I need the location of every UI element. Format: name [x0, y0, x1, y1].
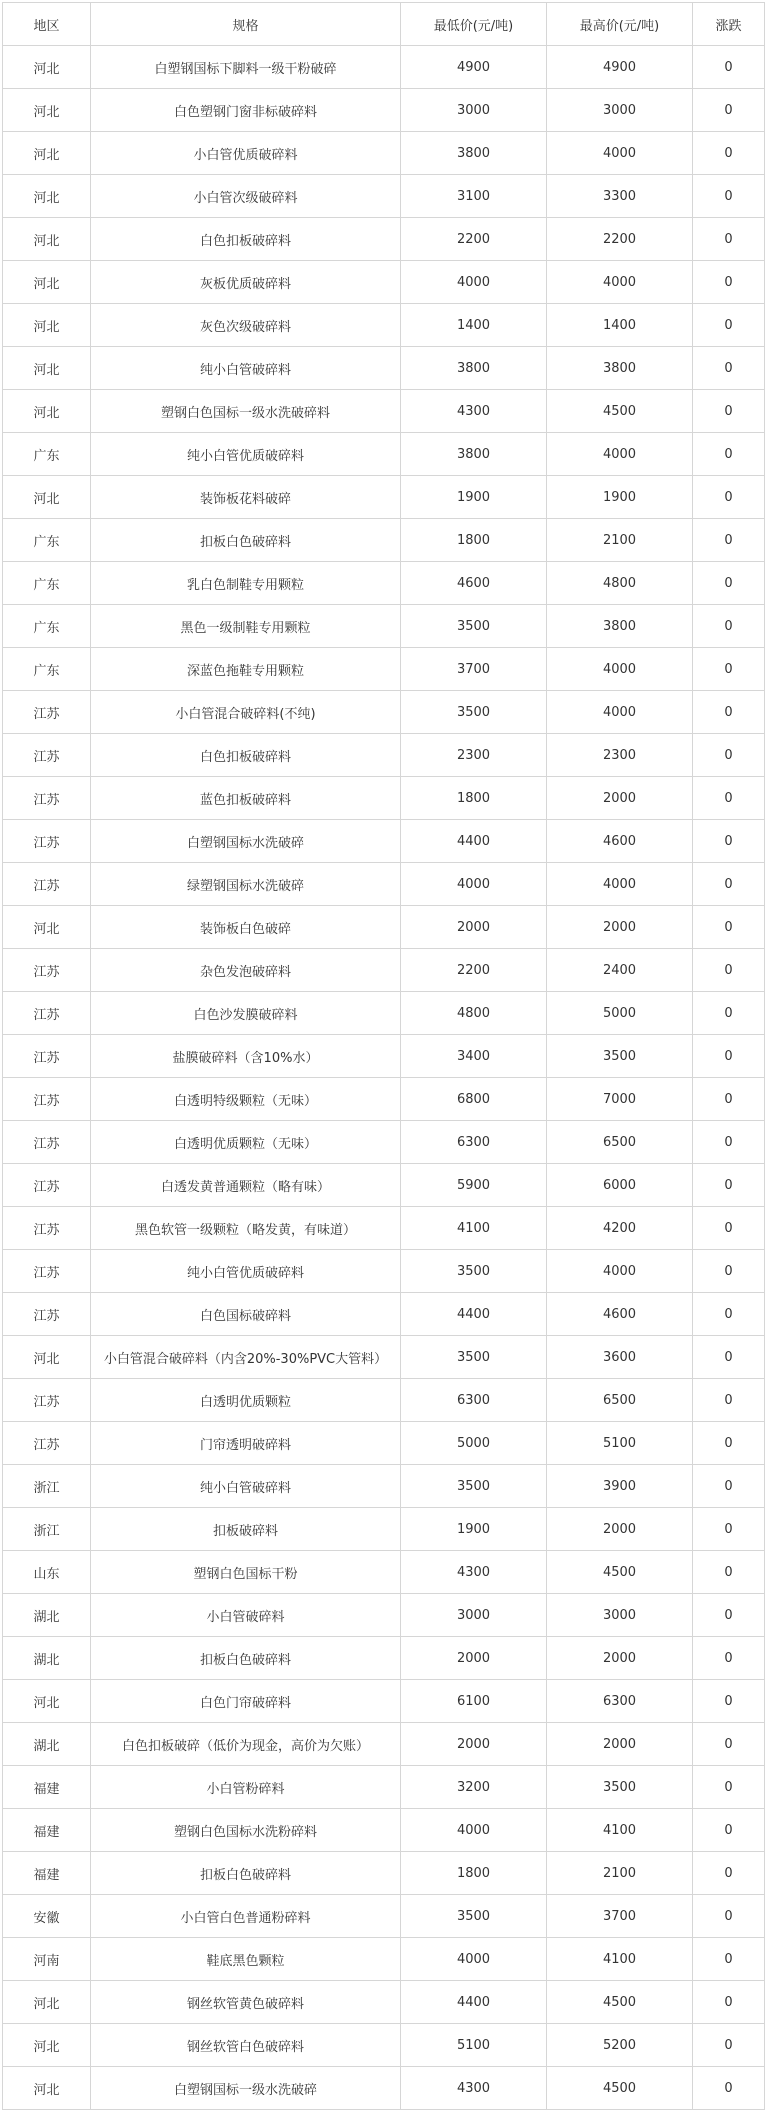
- cell-region: 河北: [3, 1981, 91, 2024]
- cell-spec: 白透明特级颗粒（无味）: [91, 1078, 401, 1121]
- cell-region: 福建: [3, 1852, 91, 1895]
- table-row: [3, 691, 765, 734]
- table-row: [3, 347, 765, 390]
- cell-min-price: 3500: [401, 1895, 547, 1938]
- cell-change: 0: [693, 433, 765, 476]
- cell-max-price: 4000: [547, 1250, 693, 1293]
- cell-min-price: 3500: [401, 691, 547, 734]
- cell-region: 江苏: [3, 1207, 91, 1250]
- cell-min-price: 3000: [401, 89, 547, 132]
- cell-spec: 杂色发泡破碎料: [91, 949, 401, 992]
- cell-change: 0: [693, 1594, 765, 1637]
- cell-max-price: 3700: [547, 1895, 693, 1938]
- cell-change: 0: [693, 1078, 765, 1121]
- cell-change: 0: [693, 863, 765, 906]
- cell-max-price: 2100: [547, 1852, 693, 1895]
- header-min-price: 最低价(元/吨): [401, 3, 547, 46]
- cell-min-price: 1800: [401, 1852, 547, 1895]
- cell-min-price: 1400: [401, 304, 547, 347]
- table-row: [3, 1981, 765, 2024]
- cell-spec: 盐膜破碎料（含10%水）: [91, 1035, 401, 1078]
- cell-min-price: 4900: [401, 46, 547, 89]
- cell-min-price: 2000: [401, 1723, 547, 1766]
- header-change: 涨跌: [693, 3, 765, 46]
- cell-spec: 装饰板花料破碎: [91, 476, 401, 519]
- table-row: [3, 1465, 765, 1508]
- cell-region: 江苏: [3, 1250, 91, 1293]
- cell-spec: 小白管粉碎料: [91, 1766, 401, 1809]
- cell-region: 湖北: [3, 1637, 91, 1680]
- table-row: [3, 949, 765, 992]
- table-row: [3, 734, 765, 777]
- cell-spec: 灰板优质破碎料: [91, 261, 401, 304]
- cell-min-price: 4000: [401, 1938, 547, 1981]
- cell-max-price: 4800: [547, 562, 693, 605]
- cell-max-price: 6000: [547, 1164, 693, 1207]
- cell-spec: 小白管次级破碎料: [91, 175, 401, 218]
- cell-spec: 小白管白色普通粉碎料: [91, 1895, 401, 1938]
- cell-max-price: 3000: [547, 89, 693, 132]
- cell-region: 江苏: [3, 734, 91, 777]
- cell-min-price: 3800: [401, 347, 547, 390]
- cell-max-price: 4000: [547, 433, 693, 476]
- table-row: [3, 777, 765, 820]
- table-row: [3, 89, 765, 132]
- cell-region: 河北: [3, 261, 91, 304]
- cell-min-price: 1800: [401, 519, 547, 562]
- cell-spec: 纯小白管优质破碎料: [91, 433, 401, 476]
- cell-region: 浙江: [3, 1508, 91, 1551]
- cell-change: 0: [693, 1164, 765, 1207]
- table-row: [3, 175, 765, 218]
- cell-max-price: 2200: [547, 218, 693, 261]
- cell-spec: 钢丝软管黄色破碎料: [91, 1981, 401, 2024]
- table-row: [3, 2024, 765, 2067]
- cell-change: 0: [693, 1680, 765, 1723]
- cell-min-price: 4400: [401, 1293, 547, 1336]
- cell-min-price: 1800: [401, 777, 547, 820]
- cell-min-price: 4300: [401, 390, 547, 433]
- cell-change: 0: [693, 1379, 765, 1422]
- cell-min-price: 6100: [401, 1680, 547, 1723]
- cell-spec: 纯小白管优质破碎料: [91, 1250, 401, 1293]
- table-row: [3, 1164, 765, 1207]
- cell-max-price: 3500: [547, 1035, 693, 1078]
- cell-change: 0: [693, 820, 765, 863]
- table-row: [3, 992, 765, 1035]
- table-row: [3, 1637, 765, 1680]
- cell-max-price: 4500: [547, 1551, 693, 1594]
- cell-change: 0: [693, 992, 765, 1035]
- cell-spec: 绿塑钢国标水洗破碎: [91, 863, 401, 906]
- cell-change: 0: [693, 1422, 765, 1465]
- cell-spec: 黑色软管一级颗粒（略发黄，有味道）: [91, 1207, 401, 1250]
- cell-region: 江苏: [3, 992, 91, 1035]
- cell-min-price: 3500: [401, 1465, 547, 1508]
- cell-spec: 白色扣板破碎（低价为现金，高价为欠账）: [91, 1723, 401, 1766]
- cell-max-price: 3000: [547, 1594, 693, 1637]
- header-region: 地区: [3, 3, 91, 46]
- cell-change: 0: [693, 1250, 765, 1293]
- cell-region: 河北: [3, 1336, 91, 1379]
- cell-max-price: 4000: [547, 261, 693, 304]
- cell-min-price: 4300: [401, 1551, 547, 1594]
- table-row: [3, 476, 765, 519]
- table-row: [3, 1293, 765, 1336]
- cell-spec: 灰色次级破碎料: [91, 304, 401, 347]
- cell-min-price: 1900: [401, 476, 547, 519]
- cell-max-price: 2000: [547, 1637, 693, 1680]
- cell-min-price: 4800: [401, 992, 547, 1035]
- cell-spec: 白透发黄普通颗粒（略有味）: [91, 1164, 401, 1207]
- cell-region: 河北: [3, 1680, 91, 1723]
- cell-min-price: 1900: [401, 1508, 547, 1551]
- cell-max-price: 4000: [547, 132, 693, 175]
- cell-change: 0: [693, 261, 765, 304]
- cell-min-price: 4600: [401, 562, 547, 605]
- cell-max-price: 5100: [547, 1422, 693, 1465]
- cell-spec: 蓝色扣板破碎料: [91, 777, 401, 820]
- cell-region: 广东: [3, 605, 91, 648]
- cell-region: 江苏: [3, 820, 91, 863]
- cell-min-price: 2300: [401, 734, 547, 777]
- cell-max-price: 6300: [547, 1680, 693, 1723]
- cell-spec: 白透明优质颗粒: [91, 1379, 401, 1422]
- cell-max-price: 5000: [547, 992, 693, 1035]
- cell-max-price: 2400: [547, 949, 693, 992]
- cell-spec: 白塑钢国标下脚料一级干粉破碎: [91, 46, 401, 89]
- table-row: [3, 1723, 765, 1766]
- cell-region: 江苏: [3, 1293, 91, 1336]
- cell-change: 0: [693, 1293, 765, 1336]
- cell-region: 广东: [3, 519, 91, 562]
- cell-spec: 纯小白管破碎料: [91, 1465, 401, 1508]
- cell-region: 江苏: [3, 1078, 91, 1121]
- table-body: [3, 46, 765, 2110]
- table-row: [3, 1121, 765, 1164]
- cell-max-price: 4000: [547, 648, 693, 691]
- table-row: [3, 1508, 765, 1551]
- cell-region: 江苏: [3, 949, 91, 992]
- table-row: [3, 1852, 765, 1895]
- cell-region: 安徽: [3, 1895, 91, 1938]
- cell-region: 福建: [3, 1809, 91, 1852]
- table-row: [3, 906, 765, 949]
- table-row: [3, 1336, 765, 1379]
- cell-spec: 塑钢白色国标一级水洗破碎料: [91, 390, 401, 433]
- cell-change: 0: [693, 734, 765, 777]
- cell-region: 江苏: [3, 691, 91, 734]
- cell-min-price: 6800: [401, 1078, 547, 1121]
- cell-max-price: 6500: [547, 1121, 693, 1164]
- cell-max-price: 4600: [547, 1293, 693, 1336]
- cell-region: 河北: [3, 2024, 91, 2067]
- cell-spec: 深蓝色拖鞋专用颗粒: [91, 648, 401, 691]
- cell-region: 广东: [3, 433, 91, 476]
- cell-spec: 扣板白色破碎料: [91, 1637, 401, 1680]
- table-row: [3, 1250, 765, 1293]
- cell-region: 河北: [3, 89, 91, 132]
- cell-region: 江苏: [3, 1379, 91, 1422]
- cell-region: 江苏: [3, 1422, 91, 1465]
- cell-max-price: 2000: [547, 1723, 693, 1766]
- cell-region: 江苏: [3, 1035, 91, 1078]
- cell-max-price: 2300: [547, 734, 693, 777]
- table-row: [3, 1078, 765, 1121]
- cell-max-price: 3800: [547, 605, 693, 648]
- cell-spec: 塑钢白色国标干粉: [91, 1551, 401, 1594]
- table-row: [3, 1809, 765, 1852]
- cell-min-price: 6300: [401, 1121, 547, 1164]
- cell-spec: 白色扣板破碎料: [91, 734, 401, 777]
- cell-region: 湖北: [3, 1594, 91, 1637]
- cell-spec: 白塑钢国标水洗破碎: [91, 820, 401, 863]
- cell-region: 广东: [3, 562, 91, 605]
- cell-max-price: 2000: [547, 1508, 693, 1551]
- cell-spec: 门帘透明破碎料: [91, 1422, 401, 1465]
- cell-region: 江苏: [3, 1164, 91, 1207]
- table-row: [3, 1895, 765, 1938]
- cell-spec: 纯小白管破碎料: [91, 347, 401, 390]
- cell-region: 福建: [3, 1766, 91, 1809]
- cell-min-price: 3800: [401, 132, 547, 175]
- cell-change: 0: [693, 1035, 765, 1078]
- cell-max-price: 4100: [547, 1938, 693, 1981]
- table-row: [3, 2067, 765, 2110]
- cell-spec: 白透明优质颗粒（无味）: [91, 1121, 401, 1164]
- table-row: [3, 605, 765, 648]
- cell-change: 0: [693, 1508, 765, 1551]
- cell-region: 河北: [3, 906, 91, 949]
- cell-min-price: 4000: [401, 261, 547, 304]
- table-row: [3, 1766, 765, 1809]
- cell-min-price: 5900: [401, 1164, 547, 1207]
- cell-change: 0: [693, 1981, 765, 2024]
- cell-min-price: 6300: [401, 1379, 547, 1422]
- cell-min-price: 3500: [401, 1250, 547, 1293]
- cell-min-price: 3400: [401, 1035, 547, 1078]
- cell-max-price: 3500: [547, 1766, 693, 1809]
- cell-region: 广东: [3, 648, 91, 691]
- cell-change: 0: [693, 476, 765, 519]
- cell-max-price: 1400: [547, 304, 693, 347]
- table-row: [3, 820, 765, 863]
- cell-max-price: 4500: [547, 1981, 693, 2024]
- price-table: [2, 2, 765, 2110]
- cell-change: 0: [693, 1938, 765, 1981]
- cell-change: 0: [693, 562, 765, 605]
- cell-spec: 小白管混合破碎料(不纯): [91, 691, 401, 734]
- cell-min-price: 4000: [401, 863, 547, 906]
- cell-region: 河北: [3, 132, 91, 175]
- cell-region: 山东: [3, 1551, 91, 1594]
- cell-spec: 小白管破碎料: [91, 1594, 401, 1637]
- cell-region: 河北: [3, 175, 91, 218]
- cell-max-price: 2000: [547, 777, 693, 820]
- cell-spec: 白色沙发膜破碎料: [91, 992, 401, 1035]
- cell-change: 0: [693, 1551, 765, 1594]
- cell-change: 0: [693, 519, 765, 562]
- cell-max-price: 5200: [547, 2024, 693, 2067]
- table-row: [3, 863, 765, 906]
- cell-min-price: 3200: [401, 1766, 547, 1809]
- table-row: [3, 46, 765, 89]
- table-row: [3, 1594, 765, 1637]
- cell-max-price: 1900: [547, 476, 693, 519]
- cell-change: 0: [693, 906, 765, 949]
- cell-min-price: 3500: [401, 1336, 547, 1379]
- cell-spec: 白色塑钢门窗非标破碎料: [91, 89, 401, 132]
- cell-change: 0: [693, 777, 765, 820]
- cell-change: 0: [693, 132, 765, 175]
- cell-spec: 塑钢白色国标水洗粉碎料: [91, 1809, 401, 1852]
- cell-min-price: 4400: [401, 820, 547, 863]
- table-row: [3, 562, 765, 605]
- cell-region: 河北: [3, 2067, 91, 2110]
- cell-change: 0: [693, 175, 765, 218]
- cell-spec: 白色国标破碎料: [91, 1293, 401, 1336]
- cell-change: 0: [693, 2024, 765, 2067]
- table-row: [3, 218, 765, 261]
- cell-spec: 白色扣板破碎料: [91, 218, 401, 261]
- cell-max-price: 4000: [547, 863, 693, 906]
- cell-region: 河北: [3, 304, 91, 347]
- cell-change: 0: [693, 1766, 765, 1809]
- cell-min-price: 5000: [401, 1422, 547, 1465]
- header-spec: 规格: [91, 3, 401, 46]
- cell-min-price: 2000: [401, 1637, 547, 1680]
- table-row: [3, 261, 765, 304]
- table-row: [3, 1938, 765, 1981]
- cell-region: 河北: [3, 390, 91, 433]
- cell-max-price: 2000: [547, 906, 693, 949]
- table-row: [3, 1035, 765, 1078]
- table-row: [3, 1680, 765, 1723]
- cell-min-price: 3700: [401, 648, 547, 691]
- cell-region: 浙江: [3, 1465, 91, 1508]
- cell-region: 江苏: [3, 777, 91, 820]
- cell-spec: 钢丝软管白色破碎料: [91, 2024, 401, 2067]
- cell-change: 0: [693, 605, 765, 648]
- cell-spec: 扣板破碎料: [91, 1508, 401, 1551]
- cell-max-price: 3900: [547, 1465, 693, 1508]
- table-row: [3, 132, 765, 175]
- cell-max-price: 4900: [547, 46, 693, 89]
- table-row: [3, 519, 765, 562]
- cell-min-price: 4400: [401, 1981, 547, 2024]
- table-row: [3, 390, 765, 433]
- cell-spec: 装饰板白色破碎: [91, 906, 401, 949]
- cell-change: 0: [693, 1637, 765, 1680]
- cell-max-price: 3600: [547, 1336, 693, 1379]
- cell-change: 0: [693, 1465, 765, 1508]
- cell-change: 0: [693, 2067, 765, 2110]
- cell-region: 河北: [3, 476, 91, 519]
- cell-min-price: 2200: [401, 218, 547, 261]
- cell-spec: 白色门帘破碎料: [91, 1680, 401, 1723]
- cell-min-price: 4100: [401, 1207, 547, 1250]
- cell-change: 0: [693, 1895, 765, 1938]
- cell-region: 河北: [3, 46, 91, 89]
- cell-change: 0: [693, 949, 765, 992]
- cell-max-price: 4000: [547, 691, 693, 734]
- cell-region: 湖北: [3, 1723, 91, 1766]
- cell-min-price: 3100: [401, 175, 547, 218]
- cell-min-price: 3800: [401, 433, 547, 476]
- table-row: [3, 1551, 765, 1594]
- cell-max-price: 4500: [547, 2067, 693, 2110]
- cell-min-price: 4000: [401, 1809, 547, 1852]
- cell-change: 0: [693, 1121, 765, 1164]
- table-header-row: [3, 3, 765, 46]
- cell-region: 河北: [3, 218, 91, 261]
- cell-change: 0: [693, 1723, 765, 1766]
- cell-min-price: 2000: [401, 906, 547, 949]
- cell-change: 0: [693, 46, 765, 89]
- cell-spec: 小白管优质破碎料: [91, 132, 401, 175]
- cell-spec: 黑色一级制鞋专用颗粒: [91, 605, 401, 648]
- cell-max-price: 2100: [547, 519, 693, 562]
- table-row: [3, 1379, 765, 1422]
- cell-max-price: 7000: [547, 1078, 693, 1121]
- cell-change: 0: [693, 1336, 765, 1379]
- cell-spec: 乳白色制鞋专用颗粒: [91, 562, 401, 605]
- cell-spec: 白塑钢国标一级水洗破碎: [91, 2067, 401, 2110]
- cell-min-price: 2200: [401, 949, 547, 992]
- cell-max-price: 4600: [547, 820, 693, 863]
- table-row: [3, 433, 765, 476]
- header-max-price: 最高价(元/吨): [547, 3, 693, 46]
- cell-region: 江苏: [3, 1121, 91, 1164]
- cell-max-price: 6500: [547, 1379, 693, 1422]
- cell-max-price: 4200: [547, 1207, 693, 1250]
- cell-min-price: 5100: [401, 2024, 547, 2067]
- table-row: [3, 1207, 765, 1250]
- table-row: [3, 648, 765, 691]
- cell-max-price: 3300: [547, 175, 693, 218]
- cell-change: 0: [693, 347, 765, 390]
- cell-max-price: 3800: [547, 347, 693, 390]
- cell-change: 0: [693, 648, 765, 691]
- cell-change: 0: [693, 691, 765, 734]
- cell-min-price: 3500: [401, 605, 547, 648]
- table-row: [3, 304, 765, 347]
- cell-spec: 小白管混合破碎料（内含20%-30%PVC大管料）: [91, 1336, 401, 1379]
- cell-spec: 扣板白色破碎料: [91, 519, 401, 562]
- cell-min-price: 3000: [401, 1594, 547, 1637]
- cell-change: 0: [693, 1852, 765, 1895]
- cell-change: 0: [693, 1207, 765, 1250]
- cell-change: 0: [693, 218, 765, 261]
- table-row: [3, 1422, 765, 1465]
- cell-min-price: 4300: [401, 2067, 547, 2110]
- cell-change: 0: [693, 304, 765, 347]
- cell-max-price: 4500: [547, 390, 693, 433]
- cell-max-price: 4100: [547, 1809, 693, 1852]
- cell-region: 江苏: [3, 863, 91, 906]
- cell-region: 河南: [3, 1938, 91, 1981]
- cell-region: 河北: [3, 347, 91, 390]
- cell-change: 0: [693, 1809, 765, 1852]
- cell-spec: 鞋底黑色颗粒: [91, 1938, 401, 1981]
- cell-spec: 扣板白色破碎料: [91, 1852, 401, 1895]
- cell-change: 0: [693, 89, 765, 132]
- cell-change: 0: [693, 390, 765, 433]
